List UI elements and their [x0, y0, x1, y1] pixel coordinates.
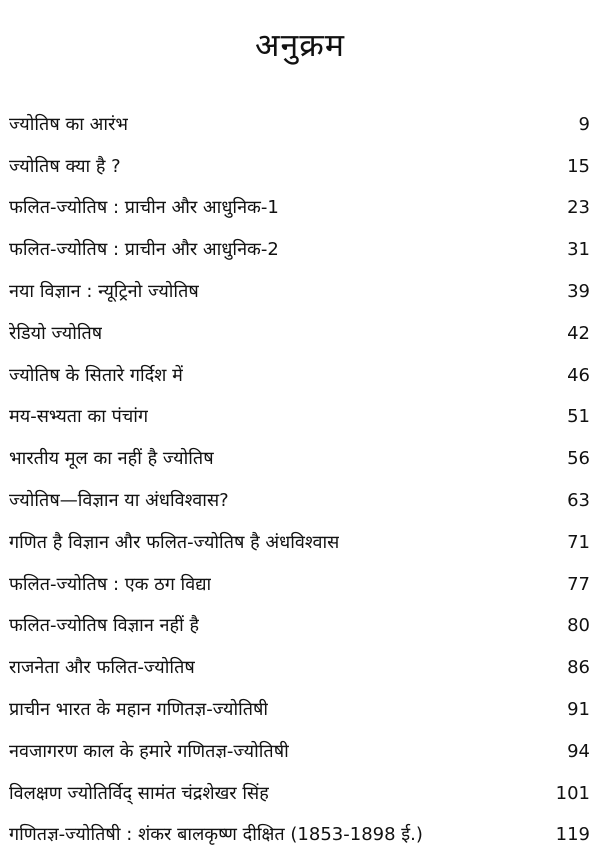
toc-entry-title: मय-सभ्यता का पंचांग [9, 406, 149, 428]
toc-entry-title: भारतीय मूल का नहीं है ज्योतिष [9, 448, 214, 470]
toc-entry-title: ज्योतिष क्या है ? [9, 155, 121, 177]
toc-entry-title: फलित-ज्योतिष : प्राचीन और आधुनिक-1 [9, 197, 279, 219]
page-title: अनुक्रम [255, 26, 345, 65]
toc-entry [0, 773, 600, 815]
toc-entry-title: ज्योतिष—विज्ञान या अंधविश्वास? [9, 490, 229, 512]
toc-entry-title: प्राचीन भारत के महान गणितज्ञ-ज्योतिषी [9, 699, 269, 721]
toc-entry-page: 51 [567, 406, 590, 428]
toc-entry-title: फलित-ज्योतिष विज्ञान नहीं है [9, 615, 200, 637]
toc-entry [0, 104, 600, 146]
toc-entry [0, 438, 600, 480]
toc-entry-page: 63 [567, 490, 590, 512]
toc-entry-page: 9 [578, 113, 590, 135]
toc-entry-page: 23 [567, 197, 590, 219]
toc-entry [0, 689, 600, 731]
toc-entry-title: नवजागरण काल के हमारे गणितज्ञ-ज्योतिषी [9, 740, 289, 762]
toc-entry [0, 146, 600, 188]
toc-entry-page: 86 [567, 657, 590, 679]
toc-entry-page: 94 [567, 740, 590, 762]
toc-entry [0, 815, 600, 857]
toc-entry [0, 355, 600, 397]
toc-entry-page: 77 [567, 573, 590, 595]
toc-entry-title: राजनेता और फलित-ज्योतिष [9, 657, 195, 679]
toc-entry-page: 80 [567, 615, 590, 637]
toc-entry [0, 313, 600, 355]
toc-entry-title: ज्योतिष के सितारे गर्दिश में [9, 364, 183, 386]
toc-entry-page: 39 [567, 281, 590, 303]
toc-entry [0, 731, 600, 773]
toc-entry-title: रेडियो ज्योतिष [9, 322, 103, 344]
toc-entry [0, 480, 600, 522]
toc-entry-title: ज्योतिष का आरंभ [9, 113, 129, 135]
toc-entry-page: 71 [567, 531, 590, 553]
toc-entry-page: 91 [567, 699, 590, 721]
toc-entry-title: फलित-ज्योतिष : प्राचीन और आधुनिक-2 [9, 239, 279, 261]
toc-entry [0, 397, 600, 439]
toc-entry-title: नया विज्ञान : न्यूट्रिनो ज्योतिष [9, 281, 199, 303]
toc-entry-page: 119 [555, 824, 590, 846]
toc-entry-page: 101 [555, 782, 590, 804]
toc-entry-page: 31 [567, 239, 590, 261]
toc-entry-page: 46 [567, 364, 590, 386]
toc-entry-page: 15 [567, 155, 590, 177]
toc-entry [0, 647, 600, 689]
table-of-contents [0, 104, 600, 856]
toc-entry-title: गणित है विज्ञान और फलित-ज्योतिष है अंधविश्वास [9, 531, 340, 553]
toc-entry [0, 522, 600, 564]
toc-entry [0, 564, 600, 606]
toc-entry [0, 188, 600, 230]
toc-entry-title: फलित-ज्योतिष : एक ठग विद्या [9, 573, 212, 595]
toc-entry-title: गणितज्ञ-ज्योतिषी : शंकर बालकृष्ण दीक्षित (1853-1898 ई.) [9, 824, 423, 846]
toc-entry-title: विलक्षण ज्योतिर्विद् सामंत चंद्रशेखर सिंह [9, 782, 269, 804]
toc-entry [0, 229, 600, 271]
toc-entry [0, 606, 600, 648]
toc-entry-page: 42 [567, 322, 590, 344]
toc-entry-page: 56 [567, 448, 590, 470]
toc-entry [0, 271, 600, 313]
